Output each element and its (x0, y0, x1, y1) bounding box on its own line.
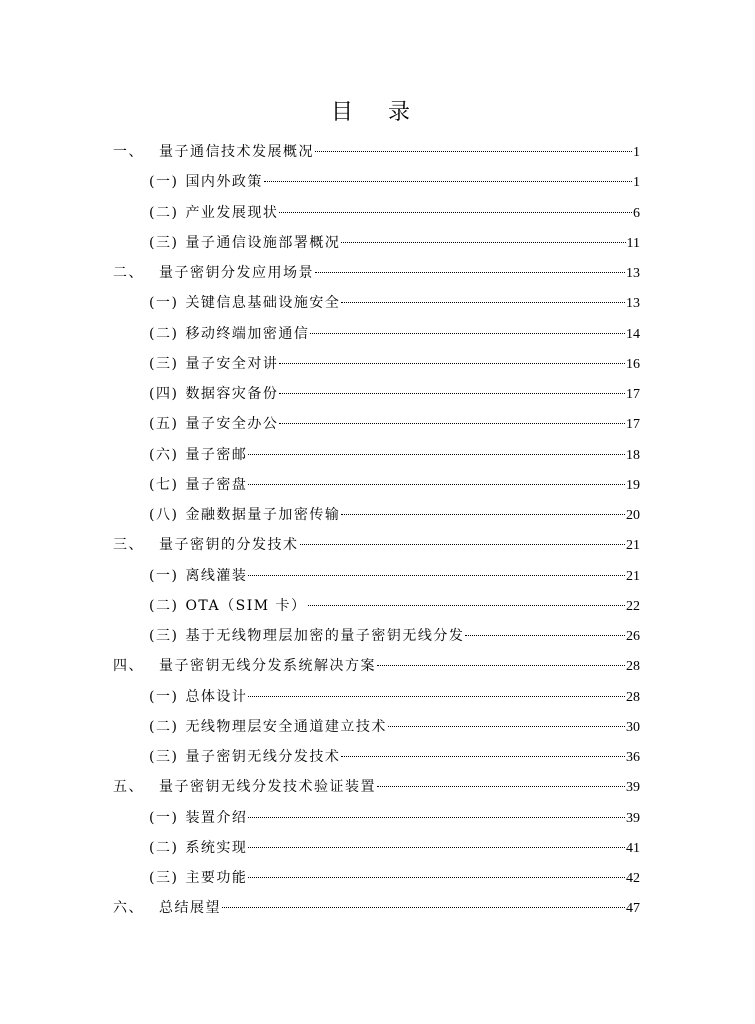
toc-list (113, 141, 640, 928)
toc-section-entry[interactable] (113, 565, 640, 595)
toc-page-number: 30 (626, 719, 640, 735)
toc-dot-leader (315, 151, 632, 152)
toc-entry-number: (三) (149, 749, 179, 765)
toc-dot-leader (377, 786, 625, 787)
toc-page-number: 19 (626, 477, 640, 493)
toc-section-entry[interactable] (113, 444, 640, 474)
toc-entry-title: 总结展望 (159, 900, 221, 917)
toc-page-number: 17 (626, 417, 640, 433)
toc-entry-title: 量子密钥无线分发系统解决方案 (159, 658, 376, 675)
toc-dot-leader (341, 514, 625, 515)
toc-entry-title: 量子通信技术发展概况 (159, 144, 314, 160)
toc-section-entry[interactable] (113, 474, 640, 504)
toc-page-number: 17 (626, 387, 640, 402)
toc-entry-title: 量子密邮 (185, 446, 248, 463)
toc-page-number: 1 (633, 145, 640, 160)
toc-section-entry[interactable] (113, 595, 640, 625)
toc-page-number: 6 (633, 205, 640, 221)
toc-section-entry[interactable] (113, 625, 640, 655)
toc-entry-title: 量子密钥分发应用场景 (159, 265, 314, 281)
toc-section-entry[interactable] (113, 746, 640, 776)
toc-section-entry[interactable] (113, 716, 640, 746)
toc-page-number: 11 (626, 235, 640, 251)
toc-entry-title: 无线物理层安全通道建立技术 (185, 718, 387, 735)
toc-page-number: 13 (626, 296, 640, 312)
toc-page-number: 42 (626, 871, 640, 886)
toc-chapter-entry[interactable] (113, 534, 640, 564)
toc-entry-number: 五、 (113, 779, 144, 796)
toc-entry-number: (一) (149, 174, 179, 191)
toc-page-number: 1 (633, 175, 640, 191)
toc-entry-number: (一) (149, 295, 179, 312)
toc-section-entry[interactable] (113, 686, 640, 716)
toc-entry-title: 量子通信设施部署概况 (185, 234, 341, 251)
toc-title: 目 录 (331, 100, 424, 125)
toc-dot-leader (279, 363, 625, 364)
toc-page-number: 18 (626, 447, 640, 463)
toc-page-number: 36 (626, 750, 640, 765)
toc-entry-title: 国内外政策 (185, 174, 263, 191)
toc-entry-title: 离线灌装 (185, 567, 248, 584)
toc-dot-leader (377, 665, 625, 666)
toc-page-number: 47 (626, 901, 640, 917)
toc-page-number: 13 (626, 266, 640, 281)
toc-entry-title: 量子密钥的分发技术 (159, 537, 299, 554)
toc-section-entry[interactable] (113, 323, 640, 353)
toc-entry-title: 基于无线物理层加密的量子密钥无线分发 (185, 628, 465, 644)
toc-section-entry[interactable] (113, 232, 640, 262)
toc-chapter-entry[interactable] (113, 141, 640, 171)
toc-section-entry[interactable] (113, 867, 640, 897)
toc-entry-number: (三) (149, 628, 179, 644)
toc-entry-title: 系统实现 (185, 839, 248, 856)
toc-dot-leader (248, 817, 625, 818)
toc-entry-title: 移动终端加密通信 (185, 325, 310, 342)
toc-entry-number: 一、 (113, 144, 144, 160)
toc-section-entry[interactable] (113, 504, 640, 534)
toc-entry-number: (二) (149, 718, 179, 735)
toc-entry-number: (八) (149, 507, 179, 523)
toc-section-entry[interactable] (113, 202, 640, 232)
toc-dot-leader (341, 756, 625, 757)
toc-dot-leader (248, 847, 625, 848)
toc-entry-title: 产业发展现状 (185, 204, 279, 221)
toc-section-entry[interactable] (113, 353, 640, 383)
toc-dot-leader (388, 726, 625, 727)
toc-dot-leader (248, 696, 625, 697)
toc-dot-leader (248, 454, 625, 455)
toc-entry-title: OTA（SIM 卡） (185, 597, 307, 614)
toc-dot-leader (248, 575, 625, 576)
toc-dot-leader (308, 605, 625, 606)
toc-section-entry[interactable] (113, 292, 640, 322)
toc-page-number: 28 (626, 659, 640, 675)
toc-page-number: 39 (626, 780, 640, 796)
toc-section-entry[interactable] (113, 837, 640, 867)
toc-chapter-entry[interactable] (113, 776, 640, 806)
toc-dot-leader (300, 544, 626, 545)
toc-entry-title: 量子密盘 (185, 476, 248, 493)
toc-entry-number: (一) (149, 567, 179, 584)
toc-entry-number: 六、 (113, 900, 144, 917)
toc-dot-leader (279, 212, 632, 213)
toc-page-number: 16 (626, 356, 640, 372)
toc-entry-number: (三) (149, 355, 179, 372)
toc-dot-leader (279, 423, 625, 424)
toc-section-entry[interactable] (113, 807, 640, 837)
toc-entry-number: (二) (149, 839, 179, 856)
toc-page-number: 41 (626, 840, 640, 856)
toc-dot-leader (465, 635, 625, 636)
toc-entry-title: 主要功能 (185, 870, 248, 886)
toc-entry-number: (一) (149, 688, 179, 705)
toc-dot-leader (315, 272, 625, 273)
toc-dot-leader (310, 333, 625, 334)
toc-entry-title: 量子密钥无线分发技术 (185, 749, 341, 765)
toc-entry-number: 二、 (113, 265, 144, 281)
toc-entry-number: (二) (149, 325, 179, 342)
toc-dot-leader (264, 181, 632, 182)
toc-entry-title: 数据容灾备份 (185, 386, 279, 402)
toc-chapter-entry[interactable] (113, 897, 640, 927)
toc-entry-number: (二) (149, 204, 179, 221)
toc-chapter-entry[interactable] (113, 655, 640, 685)
toc-chapter-entry[interactable] (113, 262, 640, 292)
toc-section-entry[interactable] (113, 383, 640, 413)
toc-entry-number: (三) (149, 234, 179, 251)
toc-page-number: 21 (626, 538, 640, 554)
toc-page-number: 22 (626, 598, 640, 614)
toc-dot-leader (341, 302, 625, 303)
toc-entry-title: 总体设计 (185, 688, 248, 705)
toc-entry-number: (三) (149, 870, 179, 886)
toc-entry-title: 量子密钥无线分发技术验证装置 (159, 779, 376, 796)
toc-entry-title: 装置介绍 (185, 809, 248, 826)
toc-entry-title: 量子安全办公 (185, 416, 279, 433)
toc-entry-title: 金融数据量子加密传输 (185, 507, 341, 523)
toc-entry-title: 关键信息基础设施安全 (185, 295, 341, 312)
toc-dot-leader (279, 393, 625, 394)
toc-section-entry[interactable] (113, 171, 640, 201)
toc-page-number: 21 (626, 568, 640, 584)
toc-entry-title: 量子安全对讲 (185, 355, 279, 372)
toc-dot-leader (222, 907, 625, 908)
toc-page-number: 39 (626, 810, 640, 826)
toc-entry-number: (七) (149, 476, 179, 493)
toc-entry-number: 三、 (113, 537, 144, 554)
toc-dot-leader (248, 877, 625, 878)
toc-page-number: 26 (626, 629, 640, 644)
toc-entry-number: (二) (149, 597, 179, 614)
toc-section-entry[interactable] (113, 413, 640, 443)
toc-entry-number: (五) (149, 416, 179, 433)
toc-entry-number: 四、 (113, 658, 144, 675)
toc-dot-leader (341, 242, 625, 243)
toc-entry-number: (一) (149, 809, 179, 826)
toc-page-number: 14 (626, 326, 640, 342)
toc-page-number: 28 (626, 689, 640, 705)
toc-entry-number: (六) (149, 446, 179, 463)
toc-page-number: 20 (626, 508, 640, 523)
toc-entry-number: (四) (149, 386, 179, 402)
toc-dot-leader (248, 484, 625, 485)
